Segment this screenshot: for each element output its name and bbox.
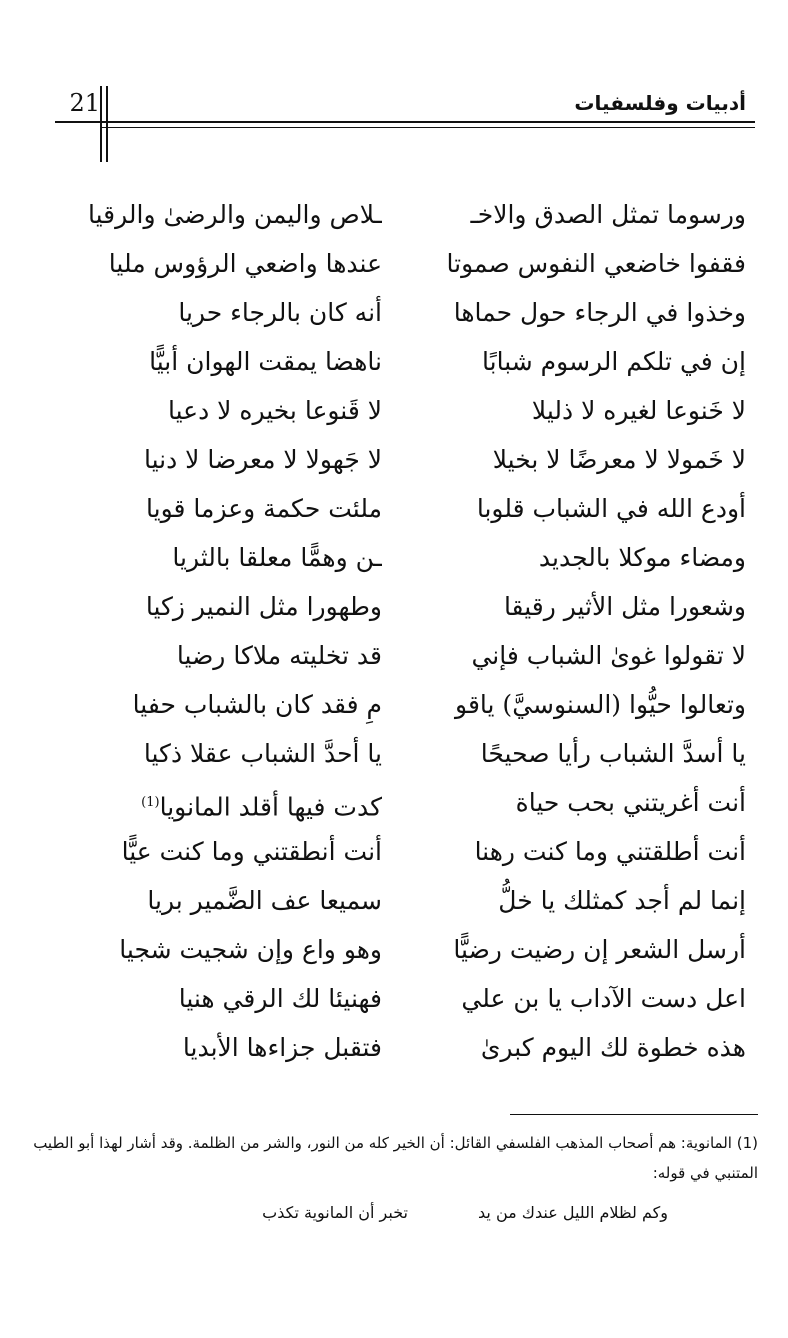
page-number: 21 (69, 89, 100, 117)
first-hemistich: لا تقولوا غوىٰ الشباب فإني (471, 641, 746, 670)
first-hemistich: لا خَمولا لا معرضًا لا بخيلا (492, 445, 746, 474)
first-hemistich: أرسل الشعر إن رضيت رضيًّا (453, 935, 746, 964)
second-hemistich: ناهضا يمقت الهوان أبيًّا (149, 347, 382, 376)
verse (0, 239, 788, 288)
second-hemistich: ملئت حكمة وعزما قويا (146, 494, 382, 523)
verse (0, 337, 788, 386)
verse (0, 484, 788, 533)
second-hemistich: قد تخليته ملاكا رضيا (176, 641, 382, 670)
verse (0, 582, 788, 631)
second-hemistich: سميعا عف الضَّمير بريا (147, 886, 382, 915)
second-hemistich: ـلاص واليمن والرضىٰ والرقيا (87, 200, 382, 229)
second-hemistich: فهنيئا لك الرقي هنيا (178, 984, 382, 1013)
first-hemistich: هذه خطوة لك اليوم كبرىٰ (480, 1033, 746, 1062)
first-hemistich: وتعالوا حيُّوا (السنوسيَّ) ياقو (455, 690, 746, 719)
first-hemistich: أودع الله في الشباب قلوبا (476, 494, 746, 523)
second-hemistich: وهو واع وإن شجيت شجيا (119, 935, 382, 964)
second-hemistich: لا جَهولا لا معرضا لا دنيا (143, 445, 382, 474)
footnote-marker: (1) (141, 795, 160, 810)
second-hemistich: أنه كان بالرجاء حريا (178, 298, 382, 327)
second-hemistich: ـن وهمًّا معلقا بالثريا (172, 543, 382, 572)
verse (0, 925, 788, 974)
verse (0, 435, 788, 484)
first-hemistich: إنما لم أجد كمثلك يا خلُّ (498, 886, 746, 915)
verse (0, 386, 788, 435)
first-hemistich: وشعورا مثل الأثير رقيقا (503, 592, 746, 621)
page-header (0, 0, 788, 170)
footnote-verse-first-hemistich: وكم لظلام الليل عندك من يد (478, 1203, 668, 1222)
second-hemistich: يا أحدَّ الشباب عقلا ذكيا (143, 739, 382, 768)
running-title: أدبيات وفلسفيات (574, 91, 746, 115)
second-hemistich-text: كدت فيها أقلد المانويا (159, 792, 382, 822)
verse (0, 680, 788, 729)
footnote-verse-second-hemistich: تخبر أن المانوية تكذب (262, 1203, 408, 1222)
second-hemistich: مِ فقد كان بالشباب حفيا (132, 690, 382, 719)
first-hemistich: ومضاء موكلا بالجديد (538, 543, 746, 572)
verse (0, 778, 788, 827)
verse (0, 533, 788, 582)
header-rule-vertical-right (106, 86, 108, 162)
header-rule-bottom (100, 127, 755, 128)
verse (0, 631, 788, 680)
first-hemistich: وخذوا في الرجاء حول حماها (453, 298, 746, 327)
second-hemistich: أنت أنطقتني وما كنت عيًّا (121, 837, 382, 866)
verse (0, 729, 788, 778)
verse (0, 974, 788, 1023)
first-hemistich: ورسوما تمثل الصدق والاخـ (470, 200, 746, 229)
poem (0, 190, 788, 1072)
verse (0, 288, 788, 337)
second-hemistich: فتقبل جزاءها الأبديا (182, 1033, 382, 1062)
footnote-rule (510, 1114, 758, 1115)
first-hemistich: لا خَنوعا لغيره لا ذليلا (531, 396, 746, 425)
verse (0, 190, 788, 239)
header-rule-top (55, 121, 755, 123)
first-hemistich: يا أسدَّ الشباب رأيا صحيحًا (480, 739, 746, 768)
first-hemistich: إن في تلكم الرسوم شبابًا (482, 347, 746, 376)
second-hemistich: وطهورا مثل النمير زكيا (145, 592, 382, 621)
second-hemistich: لا قَنوعا بخيره لا دعيا (168, 396, 382, 425)
footnote-verse (0, 1198, 788, 1228)
first-hemistich: أنت أطلقتني وما كنت رهنا (474, 837, 746, 866)
verse (0, 876, 788, 925)
second-hemistich (37, 778, 382, 827)
first-hemistich: اعل دست الآداب يا بن علي (461, 984, 746, 1013)
header-rule-vertical-left (100, 86, 102, 162)
verse (0, 827, 788, 876)
first-hemistich: فقفوا خاضعي النفوس صموتا (446, 249, 746, 278)
second-hemistich: عندها واضعي الرؤوس مليا (108, 249, 382, 278)
verse (0, 1023, 788, 1072)
footnote-text: (1) المانوية: هم أصحاب المذهب الفلسفي القائل: أن الخير كله من النور، والشر من الظلمة. وقد أشار لهذا أبو الطيب المتنبي في قوله: (33, 1134, 758, 1182)
first-hemistich: أنت أغريتني بحب حياة (515, 788, 746, 817)
